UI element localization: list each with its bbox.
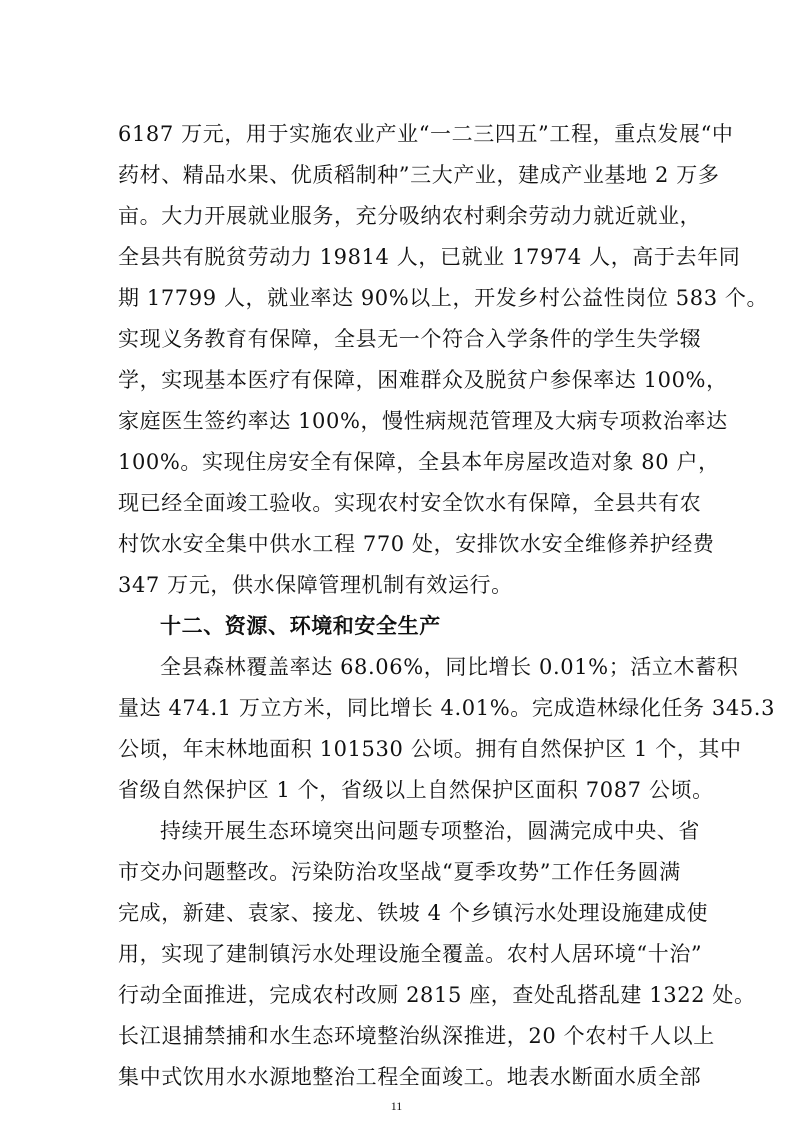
text-line: 全县共有脱贫劳动力 19814 人，已就业 17974 人，高于去年同 — [118, 245, 741, 269]
text-line: 长江退捕禁捕和水生态环境整治纵深推进，20 个农村千人以上 — [118, 1024, 715, 1048]
text-line: 行动全面推进，完成农村改厕 2815 座，查处乱搭乱建 1322 处。 — [118, 983, 756, 1007]
text-line: 公顷，年末林地面积 101530 公顷。拥有自然保护区 1 个，其中 — [118, 737, 742, 761]
text-line: 现已经全面竣工验收。实现农村安全饮水有保障，全县共有农 — [118, 491, 702, 515]
text-line: 用，实现了建制镇污水处理设施全覆盖。农村人居环境“十治” — [118, 942, 703, 966]
text-line: 全县森林覆盖率达 68.06%，同比增长 0.01%；活立木蓄积 — [160, 655, 739, 679]
page-number: 11 — [390, 1099, 403, 1113]
text-line: 药材、精品水果、优质稻制种”三大产业，建成产业基地 2 万多 — [118, 163, 720, 187]
text-line: 期 17799 人，就业率达 90%以上，开发乡村公益性岗位 583 个。 — [118, 286, 769, 310]
text-line: 100%。实现住房安全有保障，全县本年房屋改造对象 80 户， — [118, 450, 720, 474]
text-line: 省级自然保护区 1 个，省级以上自然保护区面积 7087 公顷。 — [118, 778, 714, 802]
text-line: 实现义务教育有保障，全县无一个符合入学条件的学生失学辍 — [118, 327, 702, 351]
text-line: 6187 万元，用于实施农业产业“一二三四五”工程，重点发展“中 — [118, 122, 734, 146]
text-line: 学，实现基本医疗有保障，困难群众及脱贫户参保率达 100%， — [118, 368, 728, 392]
text-line: 家庭医生签约率达 100%，慢性病规范管理及大病专项救治率达 — [118, 409, 728, 433]
section-heading: 十二、资源、环境和安全生产 — [160, 614, 441, 638]
text-line: 集中式饮用水水源地整治工程全面竣工。地表水断面水质全部 — [118, 1065, 702, 1089]
text-line: 完成，新建、袁家、接龙、铁坡 4 个乡镇污水处理设施建成使 — [118, 901, 709, 925]
text-line: 347 万元，供水保障管理机制有效运行。 — [118, 573, 513, 597]
text-line: 亩。大力开展就业服务，充分吸纳农村剩余劳动力就近就业， — [118, 204, 702, 228]
text-line: 村饮水安全集中供水工程 770 处，安排饮水安全维修养护经费 — [118, 532, 715, 556]
text-line: 量达 474.1 万立方米，同比增长 4.01%。完成造林绿化任务 345.3 — [118, 696, 776, 720]
text-line: 持续开展生态环境突出问题专项整治，圆满完成中央、省 — [160, 819, 700, 843]
text-line: 市交办问题整改。污染防治攻坚战“夏季攻势”工作任务圆满 — [118, 860, 681, 884]
